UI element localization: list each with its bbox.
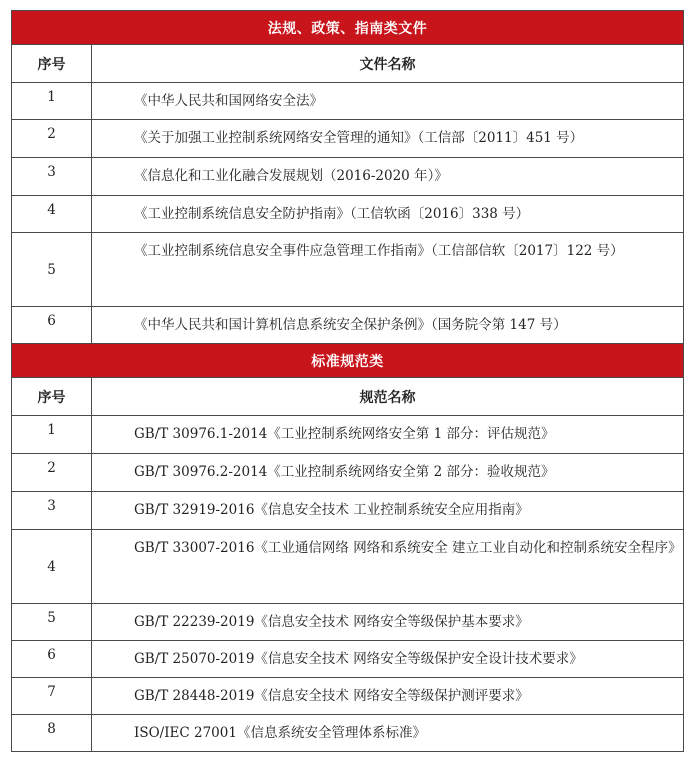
table-row [12,120,684,158]
table-row [12,158,684,196]
row-number: 1 [12,83,92,120]
regulations-table [11,10,684,752]
table-row [12,196,684,233]
row-text: 《工业控制系统信息安全防护指南》（工信软函〔2016〕338 号） [92,196,684,233]
table-row [12,641,684,678]
document-table-wrapper [11,10,683,752]
section-title: 标准规范类 [12,344,684,378]
row-text: ISO/IEC 27001《信息系统安全管理体系标准》 [92,715,684,752]
table-row [12,715,684,752]
row-number: 5 [12,604,92,641]
row-number: 5 [12,233,92,307]
row-text: GB/T 32919-2016《信息安全技术 工业控制系统安全应用指南》 [92,492,684,530]
table-row [12,83,684,120]
row-number: 3 [12,492,92,530]
table-row [12,604,684,641]
table-row [12,233,684,307]
column-header-no: 序号 [12,45,92,83]
row-number: 1 [12,416,92,454]
row-text: GB/T 28448-2019《信息安全技术 网络安全等级保护测评要求》 [92,678,684,715]
column-header-name: 规范名称 [92,378,684,416]
row-text: 《中华人民共和国计算机信息系统安全保护条例》（国务院令第 147 号） [92,307,684,344]
row-number: 2 [12,454,92,492]
table-row [12,307,684,344]
row-text: 《工业控制系统信息安全事件应急管理工作指南》（工信部信软〔2017〕122 号） [92,233,684,307]
row-number: 6 [12,641,92,678]
section-header-standards [12,344,684,378]
row-text: 《信息化和工业化融合发展规划（2016-2020 年）》 [92,158,684,196]
table-row [12,492,684,530]
column-header-name: 文件名称 [92,45,684,83]
row-text: 《关于加强工业控制系统网络安全管理的通知》（工信部〔2011〕451 号） [92,120,684,158]
row-number: 4 [12,530,92,604]
table-row [12,678,684,715]
column-header-row [12,45,684,83]
section-title: 法规、政策、指南类文件 [12,11,684,45]
column-header-row [12,378,684,416]
column-header-no: 序号 [12,378,92,416]
row-text: GB/T 22239-2019《信息安全技术 网络安全等级保护基本要求》 [92,604,684,641]
row-text: GB/T 25070-2019《信息安全技术 网络安全等级保护安全设计技术要求》 [92,641,684,678]
table-row [12,416,684,454]
row-number: 4 [12,196,92,233]
section-header-regulations [12,11,684,45]
row-text: 《中华人民共和国网络安全法》 [92,83,684,120]
row-text: GB/T 33007-2016《工业通信网络 网络和系统安全 建立工业自动化和控制系统安全程序》 [92,530,684,604]
row-text: GB/T 30976.2-2014《工业控制系统网络安全第 2 部分：验收规范》 [92,454,684,492]
row-number: 7 [12,678,92,715]
table-row [12,454,684,492]
row-text: GB/T 30976.1-2014《工业控制系统网络安全第 1 部分：评估规范》 [92,416,684,454]
row-number: 3 [12,158,92,196]
row-number: 2 [12,120,92,158]
table-row [12,530,684,604]
row-number: 6 [12,307,92,344]
row-number: 8 [12,715,92,752]
